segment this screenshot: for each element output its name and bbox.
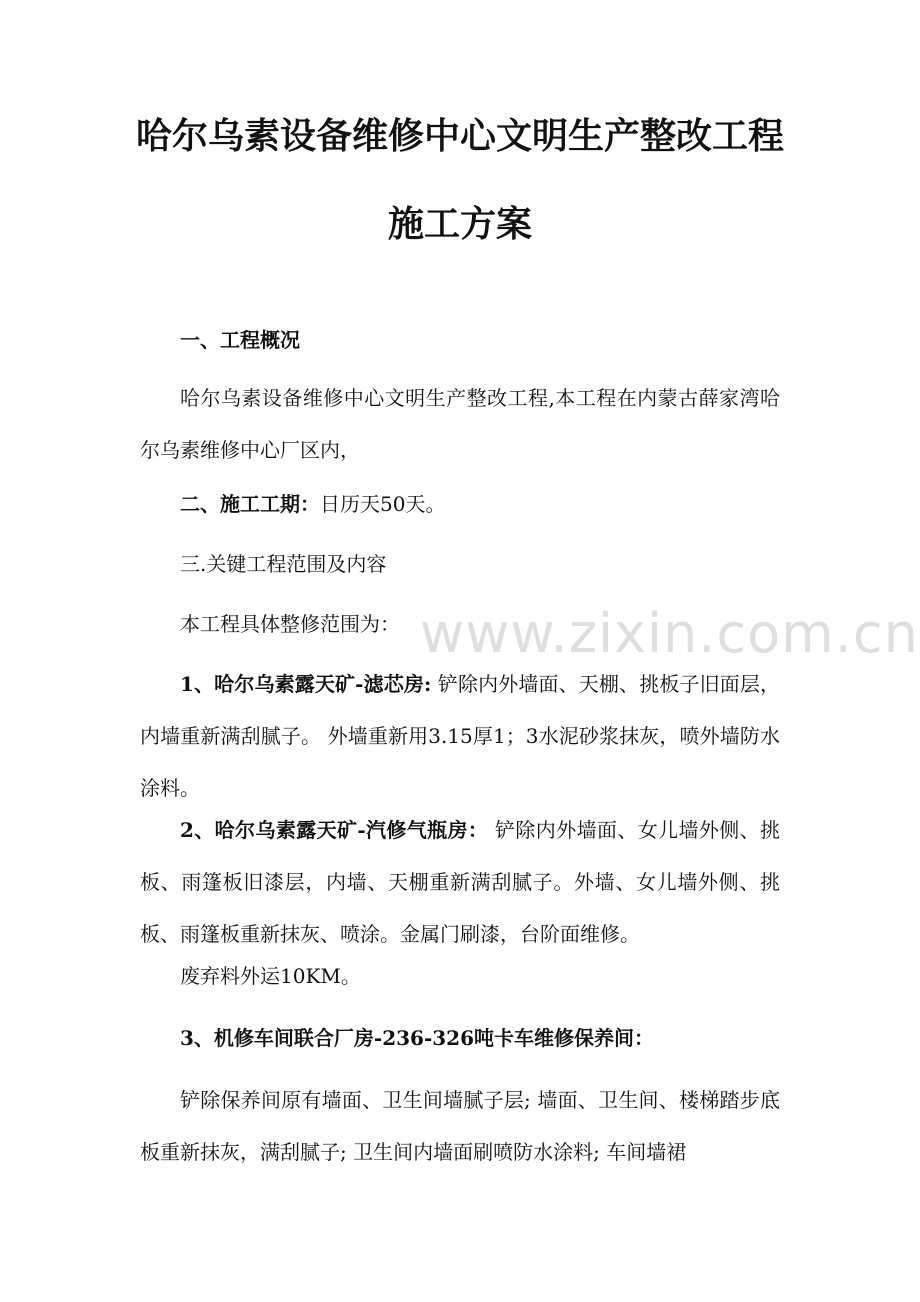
period-paragraph	[140, 478, 780, 530]
item-3-heading: 3、机修车间联合厂房-236-326吨卡车维修保养间：	[180, 1026, 655, 1050]
item-1-heading: 1、哈尔乌素露天矿-滤芯房:	[180, 672, 432, 696]
document-title-line-1: 哈尔乌素设备维修中心文明生产整改工程	[135, 115, 784, 157]
item-1-text: 铲除内外墙面、天棚、挑板子旧面层，内墙重新满刮腻子。 外墙重新用3.15厚1；3水泥砂浆抹灰，喷外墙防水涂料。	[140, 672, 781, 800]
document-title-line-2: 施工方案	[387, 203, 532, 245]
scope-intro-paragraph: 本工程具体整修范围为：	[180, 612, 400, 636]
section-heading-scope: 三.关键工程范围及内容	[180, 552, 387, 576]
item-2-paragraph	[140, 804, 780, 960]
waste-paragraph: 废弃料外运10KM。	[180, 964, 361, 988]
watermark: www.zixin.com.cn	[420, 602, 919, 665]
period-text: 日历天50天。	[320, 492, 446, 516]
item-2-text: 铲除内外墙面、女儿墙外侧、挑板、雨篷板旧漆层，内墙、天棚重新满刮腻子。外墙、女儿墙外侧、挑板、雨篷板重新抹灰、喷涂。金属门刷漆，台阶面维修。	[140, 818, 781, 946]
item-2-heading: 2、哈尔乌素露天矿-汽修气瓶房：	[180, 818, 489, 842]
section-heading-overview: 一、工程概况	[180, 328, 300, 352]
item-1-paragraph	[140, 658, 780, 814]
overview-paragraph: 哈尔乌素设备维修中心文明生产整改工程,本工程在内蒙古薛家湾哈尔乌素维修中心厂区内，	[140, 386, 780, 462]
item-3-paragraph: 铲除保养间原有墙面、卫生间墙腻子层; 墙面、卫生间、楼梯踏步底板重新抹灰，满刮腻子; 卫生间内墙面刷喷防水涂料; 车间墙裙	[140, 1088, 780, 1164]
section-heading-period: 二、施工工期：	[180, 492, 320, 516]
